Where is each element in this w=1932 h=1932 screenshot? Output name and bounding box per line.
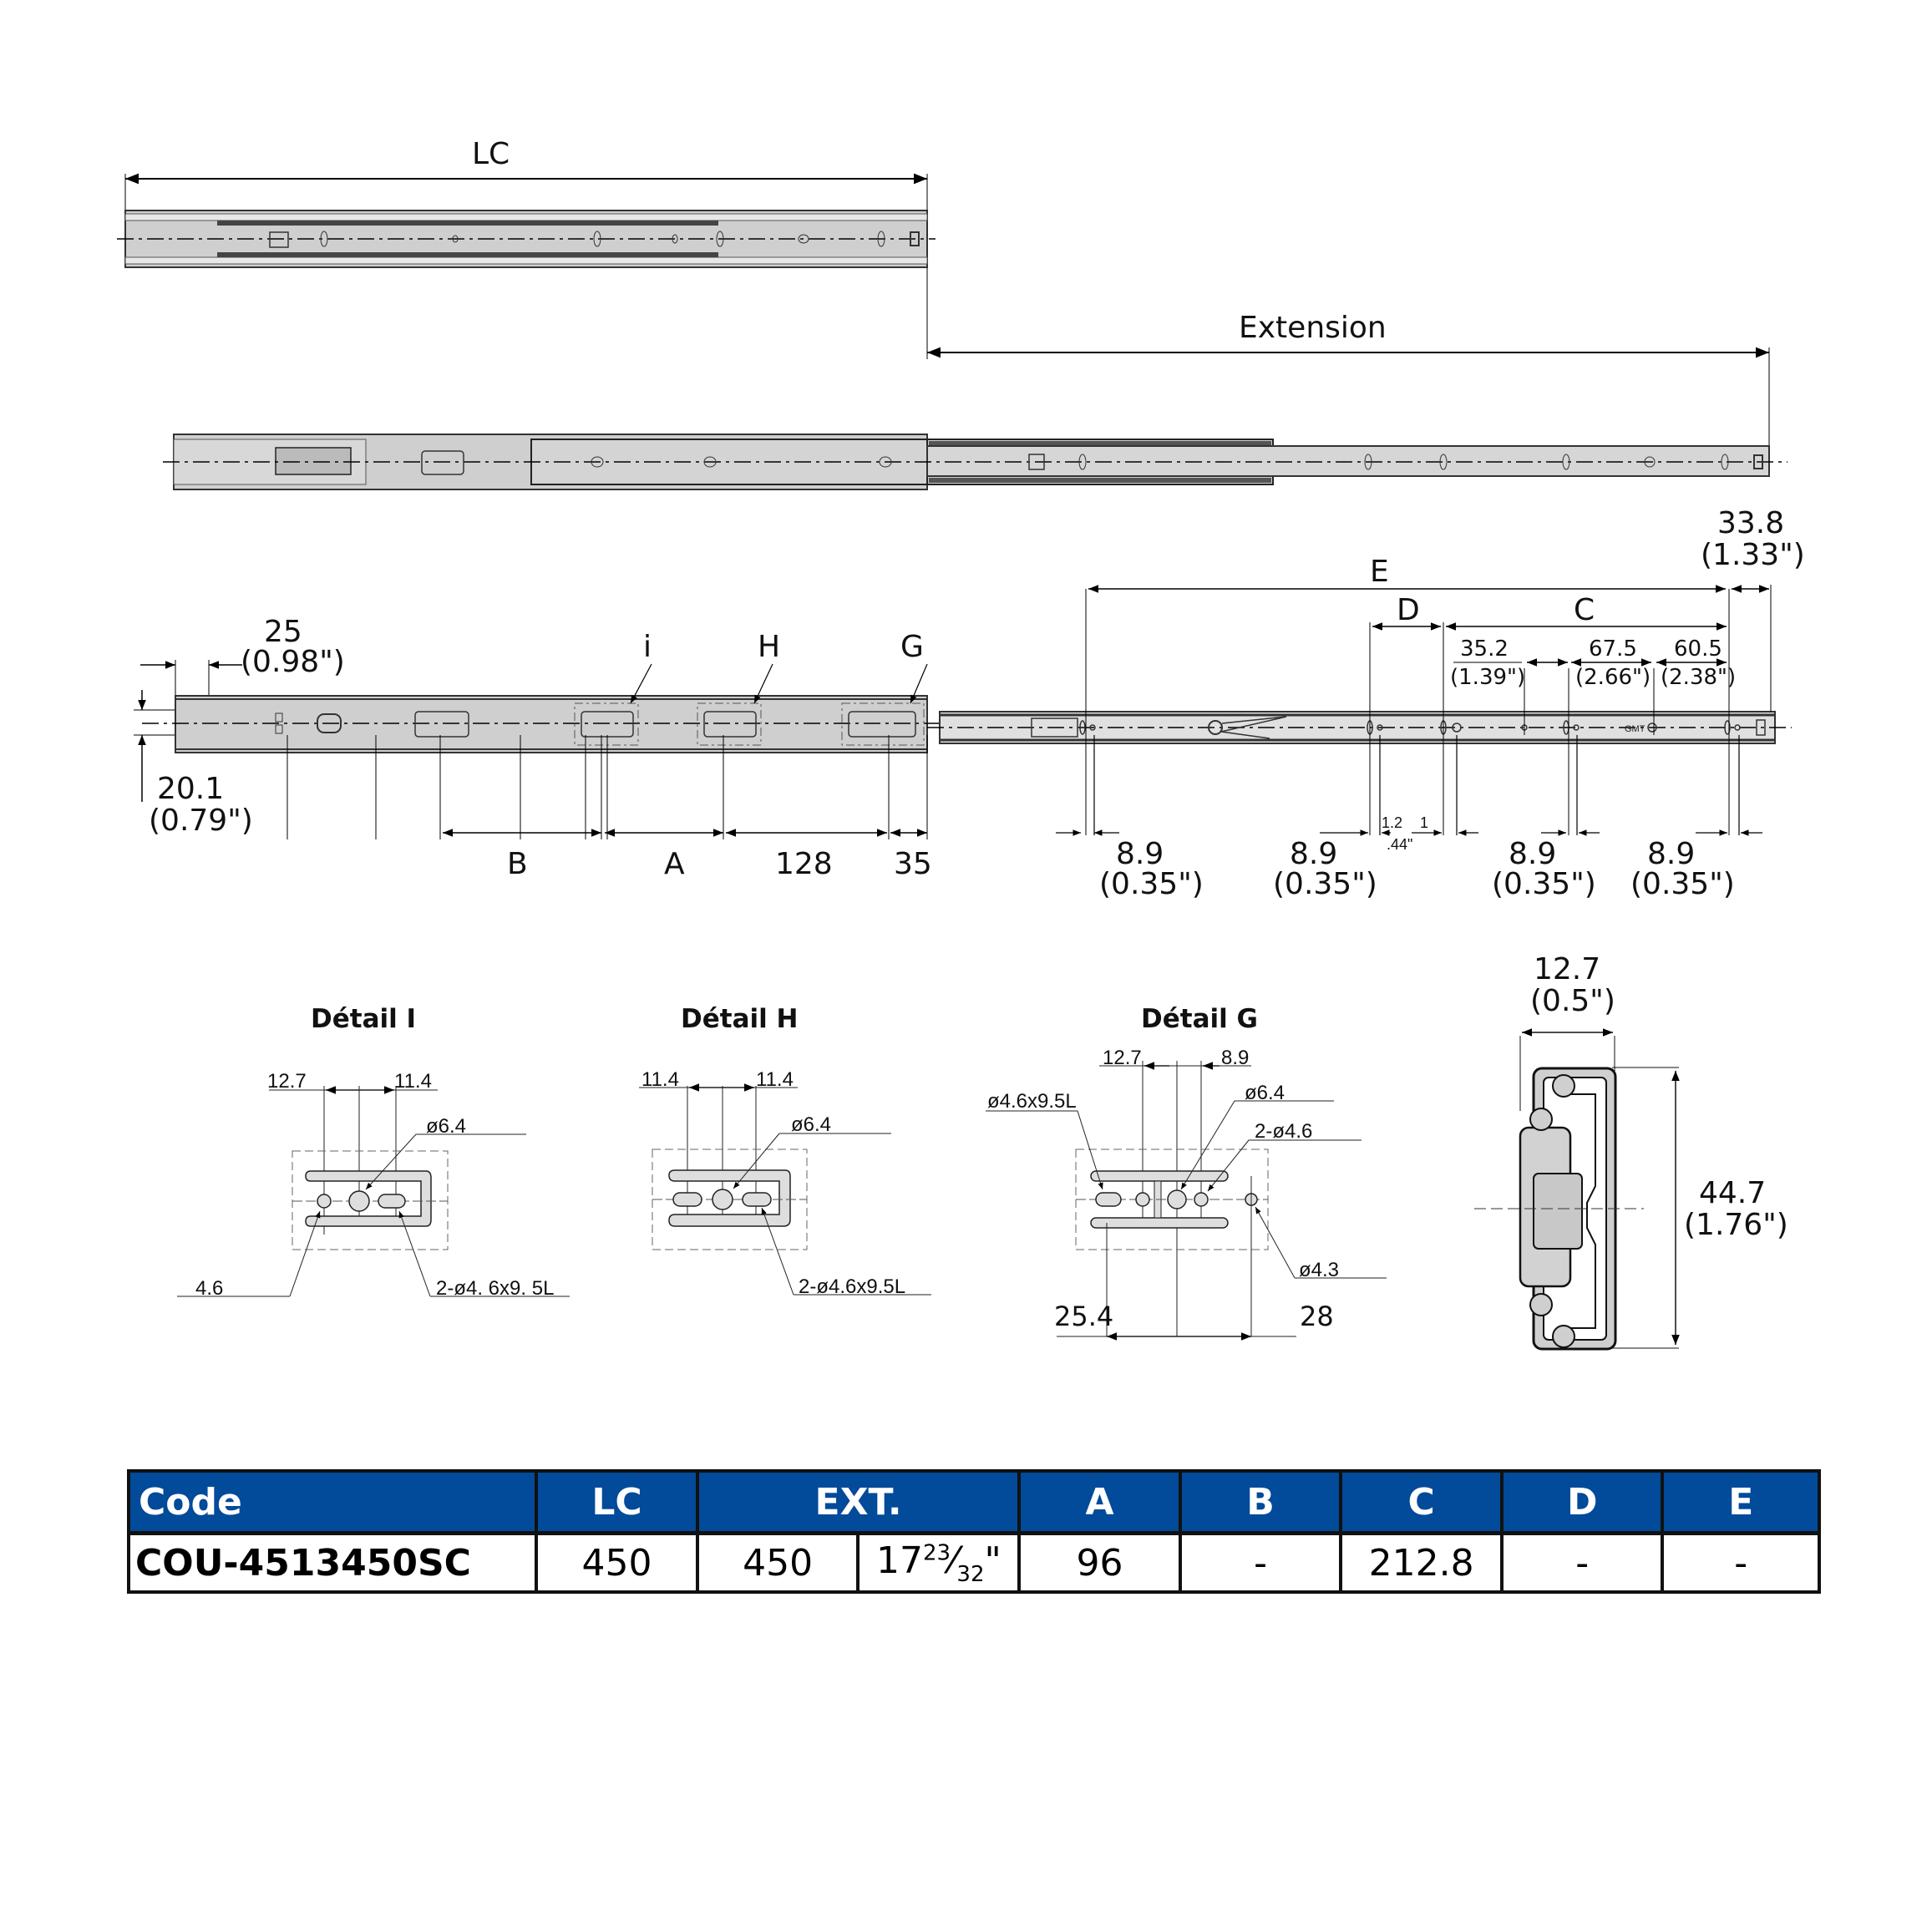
- dim-1: 1: [1420, 814, 1429, 831]
- dim-35: 35: [894, 847, 932, 881]
- side-view-right: [927, 585, 1792, 835]
- detail-g-holes: 2-ø4.6: [1255, 1120, 1313, 1143]
- cross-width-inch: (0.5"): [1530, 984, 1615, 1018]
- side-view-left: [134, 660, 944, 839]
- dim-67-5: 67.5: [1589, 636, 1637, 662]
- dim-D: D: [1397, 593, 1420, 627]
- dim-20-1-inch: (0.79"): [149, 804, 253, 838]
- closed-slide-view: [117, 174, 936, 359]
- detail-h-title: Détail H: [681, 1004, 799, 1034]
- detail-h-slot: 2-ø4.6x9.5L: [799, 1275, 906, 1298]
- dim-8-9-b: 8.9: [1290, 837, 1338, 871]
- detail-i-diameter: ø6.4: [426, 1115, 467, 1138]
- dim-044-inch: .44": [1387, 836, 1413, 853]
- header-a: A: [1019, 1471, 1180, 1534]
- callout-i: i: [643, 630, 652, 664]
- detail-g-dim-bottom-left: 25.4: [1054, 1301, 1114, 1332]
- detail-g-dim-right: 8.9: [1221, 1047, 1250, 1069]
- detail-h-dim-left: 11.4: [641, 1068, 679, 1091]
- dim-8-9-a: 8.9: [1116, 837, 1164, 871]
- cell-ext-inch: $17^{23}⁄_{32}$": [858, 1534, 1019, 1593]
- cell-c: 212.8: [1341, 1534, 1502, 1593]
- detail-g-slot: ø4.6x9.5L: [987, 1090, 1077, 1113]
- detail-i-drawing: [177, 1086, 570, 1296]
- extended-slide-view: [163, 347, 1787, 489]
- dim-20-1: 20.1: [157, 772, 225, 806]
- cell-e: -: [1662, 1534, 1819, 1593]
- svg-text:GMT: GMT: [1625, 724, 1645, 734]
- header-b: B: [1180, 1471, 1341, 1534]
- dim-1-2: 1.2: [1382, 814, 1403, 831]
- dim-8-9-b-inch: (0.35"): [1273, 867, 1377, 901]
- cell-b: -: [1180, 1534, 1341, 1593]
- dim-25: 25: [264, 615, 302, 649]
- dim-8-9-d: 8.9: [1647, 837, 1696, 871]
- dim-8-9-a-inch: (0.35"): [1099, 867, 1204, 901]
- header-c: C: [1341, 1471, 1502, 1534]
- table-header-row: [129, 1471, 1819, 1534]
- cell-d: -: [1502, 1534, 1662, 1593]
- cross-height-inch: (1.76"): [1684, 1208, 1788, 1242]
- header-code: Code: [129, 1471, 536, 1534]
- ext-inch-numerator: 23: [922, 1539, 951, 1565]
- table-row: [129, 1534, 1819, 1593]
- cross-section-drawing: [1474, 1032, 1679, 1349]
- dim-35-2-inch: (1.39"): [1450, 665, 1526, 690]
- cell-code: COU-4513450SC: [129, 1534, 536, 1593]
- detail-i-slot: 2-ø4. 6x9. 5L: [436, 1277, 555, 1300]
- cell-a: 96: [1019, 1534, 1180, 1593]
- spec-table: [127, 1469, 1821, 1594]
- header-e: E: [1662, 1471, 1819, 1534]
- dim-8-9-c: 8.9: [1509, 837, 1557, 871]
- detail-g-dim-bottom-right: 28: [1300, 1301, 1334, 1332]
- cross-width: 12.7: [1534, 952, 1601, 986]
- detail-h-dim-right: 11.4: [756, 1068, 794, 1091]
- dim-33-8: 33.8: [1717, 506, 1785, 540]
- dim-8-9-c-inch: (0.35"): [1492, 867, 1596, 901]
- detail-g-dim-left: 12.7: [1103, 1047, 1142, 1069]
- detail-i-hole: 4.6: [195, 1277, 224, 1300]
- callout-h: H: [758, 630, 781, 664]
- header-lc: LC: [536, 1471, 697, 1534]
- dim-A: A: [664, 847, 685, 881]
- ext-inch-denominator: 32: [956, 1561, 985, 1587]
- header-ext: EXT.: [697, 1471, 1019, 1534]
- lc-dimension-label: LC: [472, 137, 510, 171]
- cell-ext-mm: 450: [697, 1534, 859, 1593]
- cell-lc: 450: [536, 1534, 697, 1593]
- dim-8-9-d-inch: (0.35"): [1630, 867, 1735, 901]
- dim-25-inch: (0.98"): [241, 645, 345, 679]
- detail-g-title: Détail G: [1141, 1004, 1258, 1034]
- dim-C: C: [1574, 593, 1595, 627]
- dim-35-2: 35.2: [1460, 636, 1509, 662]
- dim-67-5-inch: (2.66"): [1575, 665, 1651, 690]
- detail-i-dim-right: 11.4: [394, 1070, 432, 1093]
- dim-E: E: [1370, 555, 1389, 589]
- dim-60-5: 60.5: [1674, 636, 1722, 662]
- dim-128: 128: [775, 847, 833, 881]
- ext-inch-whole: 17: [875, 1539, 923, 1582]
- callout-g: G: [900, 630, 924, 664]
- detail-h-drawing: [639, 1086, 931, 1298]
- dim-60-5-inch: (2.38"): [1661, 665, 1737, 690]
- detail-g-diameter: ø6.4: [1245, 1082, 1285, 1104]
- dim-B: B: [507, 847, 528, 881]
- header-d: D: [1502, 1471, 1662, 1534]
- dim-33-8-inch: (1.33"): [1701, 538, 1805, 572]
- detail-i-title: Détail I: [311, 1004, 417, 1034]
- detail-h-diameter: ø6.4: [791, 1113, 832, 1136]
- cross-height: 44.7: [1699, 1176, 1767, 1210]
- detail-i-dim-left: 12.7: [267, 1070, 307, 1093]
- extension-dimension-label: Extension: [1239, 311, 1387, 345]
- detail-g-small-hole: ø4.3: [1299, 1259, 1340, 1281]
